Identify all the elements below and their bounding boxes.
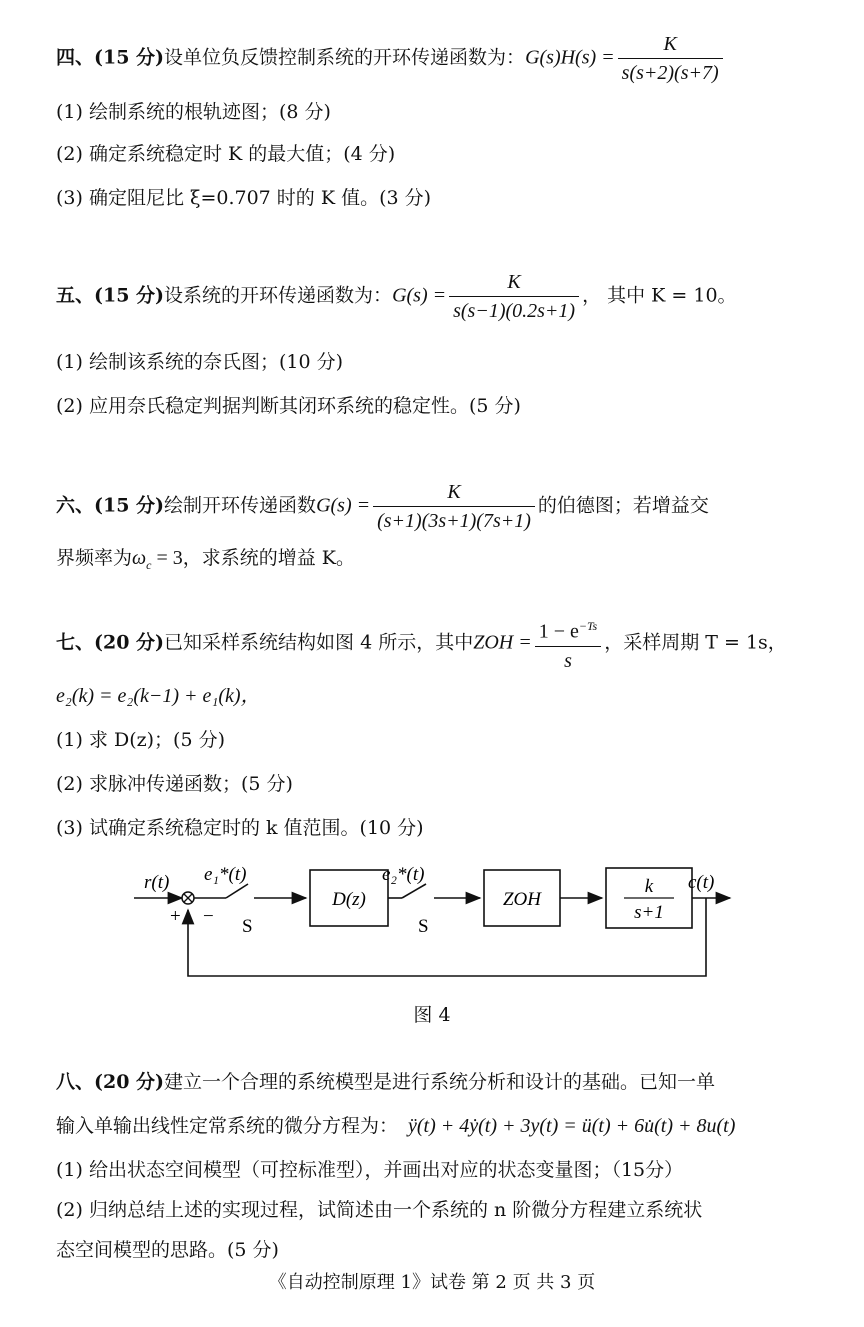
- q6-suffix: 的伯德图；若增益交: [537, 494, 709, 517]
- q6-header: [56, 480, 709, 533]
- q8-intro: 建立一个合理的系统模型是进行系统分析和设计的基础。已知一单: [164, 1071, 716, 1093]
- q5-item-1: (1) 绘制该系统的奈氏图；(10 分): [56, 351, 343, 373]
- q7-zoh-num: [535, 614, 602, 646]
- q5-title: 五、(15 分): [56, 284, 165, 307]
- q4-item-2: (2) 确定系统稳定时 K 的最大值；(4 分): [56, 143, 396, 165]
- q8-line2-pre: 输入单输出线性定常系统的微分方程为：: [56, 1115, 399, 1137]
- q4-title: 四、(15 分): [56, 46, 165, 69]
- q8-title: 八、(20 分): [56, 1071, 165, 1093]
- q8-line-2: [56, 1114, 735, 1138]
- q6-tf-lhs: G(s) =: [316, 494, 371, 517]
- q4-item-1: (1) 绘制系统的根轨迹图；(8 分): [56, 101, 331, 123]
- label-plant-num: k: [644, 876, 654, 897]
- q5-tf-fraction: [449, 270, 579, 323]
- figure-caption: 图 4: [413, 1004, 451, 1026]
- label-switch1: S: [242, 916, 253, 937]
- q6-intro: 绘制开环传递函数: [164, 494, 317, 517]
- q8-diff-equation: ÿ(t) + 4ẏ(t) + 3y(t) = ü(t) + 6u̇(t) + 8u(t): [408, 1115, 736, 1137]
- q6-tf-fraction: [373, 480, 535, 533]
- q5-tf-den: s(s−1)(0.2s+1): [449, 296, 579, 323]
- q5-header: [56, 270, 737, 323]
- q5-suffix: ， 其中 K = 10。: [582, 284, 737, 307]
- q4-intro: 设单位负反馈控制系统的开环传递函数为：: [164, 46, 526, 69]
- sampler-switch-1: [226, 884, 248, 898]
- q6-title: 六、(15 分): [56, 494, 165, 517]
- q6-omega-value: = 3: [151, 547, 183, 569]
- q6-omega: [132, 547, 183, 572]
- q7-zoh-num-exp: −Ts: [578, 619, 598, 633]
- q7-intro: 已知采样系统结构如图 4 所示，其中: [164, 631, 474, 654]
- q5-intro: 设系统的开环传递函数为：: [164, 284, 393, 307]
- q7-item-1: (1) 求 D(z)；(5 分): [56, 729, 226, 751]
- q4-tf-den: s(s+2)(s+7): [618, 58, 723, 85]
- q6-line2-post: ，求系统的增益 K。: [182, 547, 355, 569]
- sampling-block-diagram: [130, 848, 740, 988]
- label-r: r(t): [144, 872, 170, 893]
- q7-zoh-den: s: [535, 646, 602, 673]
- q7-title: 七、(20 分): [56, 631, 165, 654]
- q7-equation: e₂(k) = e₂(k−1) + e₁(k)，: [56, 685, 261, 707]
- q6-tf-num: K: [447, 481, 461, 503]
- q4-header: [56, 32, 726, 85]
- q8-item-1: (1) 给出状态空间模型（可控标准型），并画出对应的状态变量图；（15分）: [56, 1159, 684, 1181]
- q4-tf-lhs: G(s)H(s) =: [525, 46, 615, 69]
- q7-zoh-num-base: 1 − e: [538, 620, 579, 643]
- label-e2: e₂*(t): [382, 864, 425, 885]
- label-e1: e₁*(t): [204, 864, 247, 885]
- q5-tf-num: K: [507, 271, 521, 293]
- label-switch2: S: [418, 916, 429, 937]
- q8-item-2-cont: 态空间模型的思路。(5 分): [56, 1239, 279, 1261]
- q7-suffix: ，采样周期 T = 1s，: [604, 631, 787, 654]
- summing-junction-icon: [182, 892, 194, 904]
- q6-line2-pre: 界频率为: [56, 547, 133, 569]
- q6-omega-symbol: ω: [132, 547, 147, 569]
- q5-tf-lhs: G(s) =: [392, 284, 447, 307]
- q5-item-2: (2) 应用奈氏稳定判据判断其闭环系统的稳定性。(5 分): [56, 395, 521, 417]
- q6-omega-sub: c: [146, 558, 152, 572]
- q7-item-3: (3) 试确定系统稳定时的 k 值范围。(10 分): [56, 817, 424, 839]
- q4-tf-num: K: [663, 33, 677, 55]
- label-minus: −: [203, 906, 214, 927]
- q7-zoh-lhs: ZOH =: [473, 631, 532, 654]
- sampler-switch-2: [402, 884, 426, 898]
- q8-header: [56, 1070, 715, 1094]
- q7-zoh-fraction: [535, 614, 602, 673]
- label-zoh: ZOH: [502, 889, 542, 910]
- page-footer: 《自动控制原理 1》试卷 第 2 页 共 3 页: [268, 1272, 596, 1293]
- q4-tf-fraction: [618, 32, 723, 85]
- label-dz: D(z): [332, 889, 366, 910]
- label-plus: +: [170, 906, 181, 927]
- q7-item-2: (2) 求脉冲传递函数；(5 分): [56, 773, 293, 795]
- label-c: c(t): [688, 872, 715, 893]
- q7-header: [56, 614, 787, 673]
- label-plant-den: s+1: [634, 902, 664, 923]
- q4-item-3: (3) 确定阻尼比 ξ=0.707 时的 K 值。(3 分): [56, 187, 432, 209]
- q6-tf-den: (s+1)(3s+1)(7s+1): [373, 506, 535, 533]
- q6-line-2: [56, 546, 355, 577]
- q8-item-2: (2) 归纳总结上述的实现过程，试简述由一个系统的 n 阶微分方程建立系统状: [56, 1199, 703, 1221]
